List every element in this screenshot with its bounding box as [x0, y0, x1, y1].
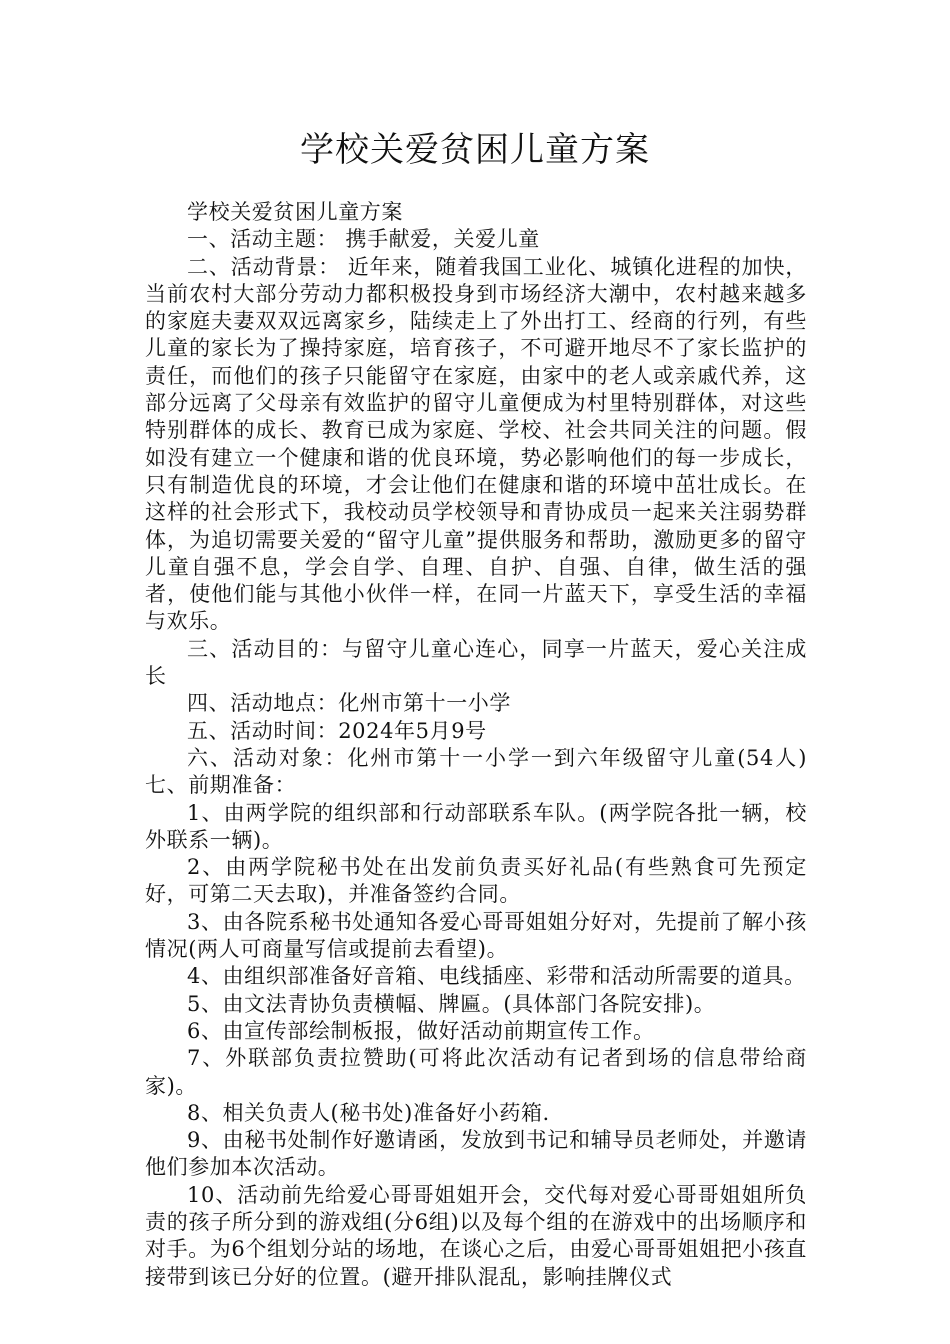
- paragraph-subtitle: 学校关爱贫困儿童方案: [187, 200, 403, 224]
- paragraph-target: 六、活动对象：化州市第十一小学一到六年级留守儿童(54人) 七、前期准备：: [145, 745, 807, 798]
- paragraph-prep-3: 3、由各院系秘书处通知各爱心哥哥姐姐分好对，先提前了解小孩情况(两人可商量写信或提前去看望)。: [145, 909, 807, 962]
- paragraph-location: 四、活动地点：化州市第十一小学: [187, 691, 511, 716]
- document-title: 学校关爱贫困儿童方案: [300, 130, 650, 170]
- paragraph-background: 二、活动背景： 近年来，随着我国工业化、城镇化进程的加快，当前农村大部分劳动力都积极投身到市场经济大潮中，农村越来越多的家庭夫妻双双远离家乡，陆续走上了外出打工、经商的行列，有些儿童的家长为了操持家庭，培育孩子，不可避开地尽不了家长监护的责任，而他们的孩子只能留守在家庭，由家中的老人或亲戚代养，这部分远离了父母亲有效监护的留守儿童便成为村里特别群体，对这些特别群体的成长、教育已成为家庭、学校、社会共同关注的问题。假如没有建立一个健康和谐的优良环境，势必影响他们的每一步成长，只有制造优良的环境，才会让他们在健康和谐的环境中茁壮成长。在这样的社会形式下，我校动员学校领导和青协成员一起来关注弱势群体，为追切需要关爱的“留守儿童”提供服务和帮助，激励更多的留守儿童自强不息，学会自学、自理、自护、自强、自律，做生活的强者，使他们能与其他小伙伴一样，在同一片蓝天下，享受生活的幸福与欢乐。: [145, 254, 807, 634]
- paragraph-prep-10: 10、活动前先给爱心哥哥姐姐开会，交代每对爱心哥哥姐姐所负责的孩子所分到的游戏组(分6组)以及每个组的在游戏中的出场顺序和对手。为6个组划分站的场地，在谈心之后，由爱心哥哥姐姐把小孩直接带到该已分好的位置。(避开排队混乱，影响挂牌仪式: [145, 1182, 807, 1289]
- paragraph-prep-7: 7、外联部负责拉赞助(可将此次活动有记者到场的信息带给商家)。: [145, 1046, 807, 1098]
- paragraph-theme: 一、活动主题： 携手献爱，关爱儿童: [187, 227, 540, 252]
- paragraph-time: 五、活动时间：2024年5月9号: [187, 718, 487, 743]
- paragraph-prep-6: 6、由宣传部绘制板报，做好活动前期宣传工作。: [187, 1018, 655, 1043]
- paragraph-prep-5: 5、由文法青协负责横幅、牌匾。(具体部门各院安排)。: [187, 991, 716, 1016]
- paragraph-prep-1: 1、由两学院的组织部和行动部联系车队。(两学院各批一辆，校外联系一辆)。: [145, 800, 807, 852]
- paragraph-prep-4: 4、由组织部准备好音箱、电线插座、彩带和活动所需要的道具。: [187, 964, 806, 989]
- document-body: [145, 199, 807, 1291]
- paragraph-prep-2: 2、由两学院秘书处在出发前负责买好礼品(有些熟食可先预定好，可第二天去取)，并准备签约合同。: [145, 855, 807, 907]
- paragraph-purpose: 三、活动目的：与留守儿童心连心，同享一片蓝天，爱心关注成长: [145, 636, 807, 689]
- paragraph-prep-8: 8、相关负责人(秘书处)准备好小药箱.: [187, 1100, 550, 1125]
- paragraph-prep-9: 9、由秘书处制作好邀请函，发放到书记和辅导员老师处，并邀请他们参加本次活动。: [145, 1128, 807, 1180]
